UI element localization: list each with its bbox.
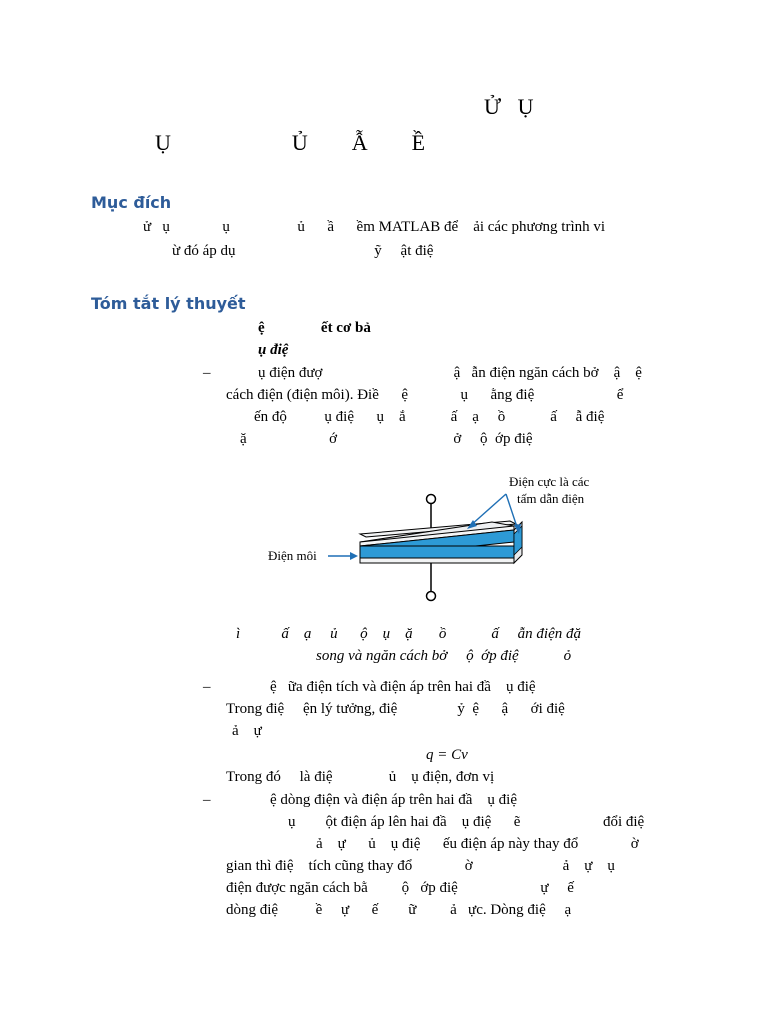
bullet3-line-6: dòng điệ ề ự ế ữ ả ực. Dòng điệ ạ [226, 902, 572, 918]
plate-arrow-1 [470, 494, 506, 526]
theory-subheading-1: ệ ết cơ bả [258, 320, 371, 336]
figure-caption-line-2: song và ngăn cách bở ộ ớp điệ ỏ [316, 648, 572, 664]
bottom-terminal-icon [427, 592, 436, 601]
purpose-line-2: ừ đó áp dụ ỹ ật điệ [172, 243, 434, 259]
top-terminal-icon [427, 495, 436, 504]
bottom-plate-front [360, 558, 514, 563]
bullet2-line-1: ệ ữa điện tích và điện áp trên hai đầ ụ điệ [270, 679, 536, 695]
theory-subheading-2: ụ điệ [258, 342, 289, 358]
bullet-marker: – [203, 365, 211, 381]
fig-label-electrode-2: tấm dẫn điện [517, 491, 585, 506]
bullet2-line-4: Trong đó là điệ ủ ụ điện, đơn vị [226, 769, 495, 785]
section-heading-purpose: Mục đích [91, 193, 172, 212]
bullet2-line-2: Trong điệ ện lý tưởng, điệ ỷ ệ ậ ới điệ [226, 701, 565, 717]
bullet3-line-2: ụ ột điện áp lên hai đầ ụ điệ ẽ đổi điệ [288, 814, 645, 830]
bullet2-line-3: ả ự [232, 723, 262, 739]
bullet1-line-3: ến độ ụ điệ ụ ắ ấ ạ ồ ấ ẫ điệ [254, 409, 605, 425]
doc-title-line-2: Ụ Ủ Ẫ Ề [155, 130, 426, 155]
doc-title-line-1: Ử Ụ [484, 94, 534, 119]
formula-q-cv: q = Cv [426, 747, 468, 763]
bullet3-line-3: ả ự ủ ụ điệ ếu điện áp này thay đổ ờ [316, 836, 639, 852]
purpose-line-1: ử ụ ụ ủ ầ ềm MATLAB để ải các phương trình vi [143, 219, 606, 235]
fig-label-electrode-1: Điện cực là các [509, 474, 590, 489]
bullet-marker: – [203, 792, 211, 808]
bullet3-line-5: điện được ngăn cách bằ ộ ớp điệ ự ế [226, 880, 574, 896]
bullet3-line-4: gian thì điệ tích cũng thay đổ ờ ả ự ụ [226, 858, 615, 874]
dielectric-arrow-head [350, 552, 358, 560]
dielectric-front-face [360, 546, 514, 558]
bullet1-line-4: ặ ớ ở ộ ớp điệ [240, 431, 533, 447]
bullet3-line-1: ệ dòng điện và điện áp trên hai đầ ụ điệ [270, 792, 518, 808]
bullet-marker: – [203, 679, 211, 695]
bullet1-line-1: ụ điện đượ ậ ẫn điện ngăn cách bở ậ ệ [258, 365, 642, 381]
fig-label-dielectric: Điện môi [268, 548, 317, 563]
section-heading-theory: Tóm tắt lý thuyết [91, 294, 246, 313]
bullet1-line-2: cách điện (điện môi). Điề ệ ụ ằng điệ ể [226, 387, 624, 403]
figure-caption-line-1: ì ấ ạ ủ ộ ụ ặ ồ ấ ẫn điện đặ [236, 626, 581, 642]
